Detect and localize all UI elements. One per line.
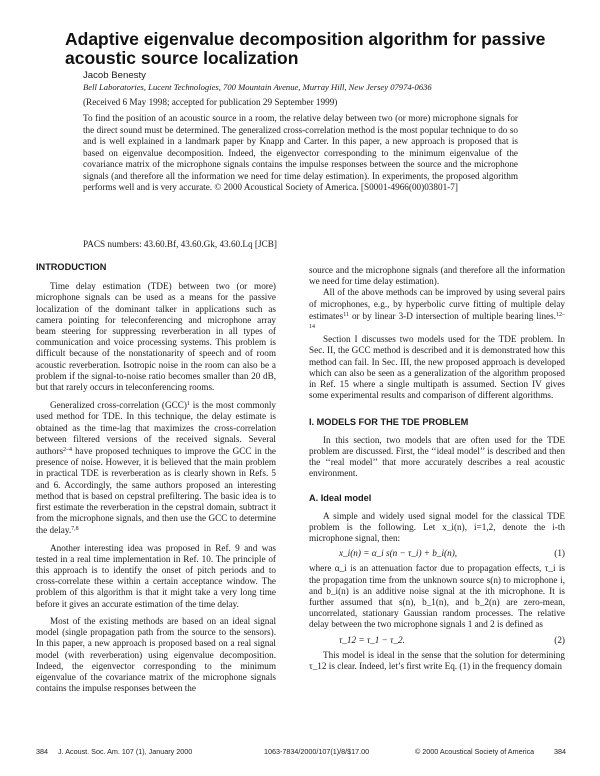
abstract-text: To find the position of an acoustic source in a room, the relative delay between two (or more) microphone signals for the direct sound must be determined. The generalized cross-correlation method is the most popular technique to do so and is well explained in a landmark paper by Knapp and Carter. In this paper, a new approach is proposed that is based on eigenvalue decomposition. Indeed, the eigenvector corresponding to the minimum eigenvalue of the covariance matrix of the microphone signals contains the impulse responses between the source and the microphone signals (and therefore all the information we need for time delay estimation). In experiments, the proposed algorithm performs well and is very accurate.: [83, 113, 518, 192]
intro-paragraph-1: Time delay estimation (TDE) between two (or more) microphone signals can be used as a means for the passive localization of the dominant talker in applications such as camera pointing for teleconferencing and microphone array beam steering for suppressing reverberation in all types of communication and voice processing systems. This problem is difficult because of the nonstationarity of speech and of room acoustic reverberation. Isotropic noise in the room can also be a problem if the signal-to-noise ratio becomes smaller than 20 dB, but that rarely occurs in teleconferencing rooms.: [36, 281, 276, 393]
ideal-model-paragraph-3: This model is ideal in the sense that the solution for determining τ_12 is clear. Indeed, let’s first write Eq. (1) in the frequency domain: [309, 649, 565, 672]
intro-paragraph-2: [36, 399, 276, 536]
intro-paragraph-6: Section I discusses two models used for the TDE problem. In Sec. II, the GCC method is described and it is demonstrated how this method can fail. In Sec. III, the new proposed approach is developed which can also be seen as a generalization of the algorithm proposed in Ref. 15 where a single multipath is assumed. Section IV gives some experimental results and comparison of different algorithms.: [309, 334, 565, 401]
equation-2-body: τ_12 = τ_1 − τ_2.: [339, 634, 405, 645]
subsection-heading-ideal-model: A. Ideal model: [309, 493, 372, 504]
equation-2-number: (2): [554, 634, 565, 645]
text-run: have proposed techniques to improve the GCC in the presence of noise. However, it is believed that the main problem in practical TDE is reverberation as is clearly shown in Refs. 5 and 6. Accordingly, the same authors proposed an interesting method that is based on cepstral prefiltering. The basic idea is to first estimate the reverberation in the cepstral domain, subtract it from the microphone signals, and then use the GCC to determine the delay.: [36, 446, 276, 536]
citation-superscript: 7,8: [71, 526, 79, 533]
footer-page-number-left: 384: [36, 747, 48, 756]
left-column: [36, 262, 276, 694]
citation-superscript: 1: [186, 401, 190, 408]
intro-paragraph-4: Most of the existing methods are based on an ideal signal model (single propagation path from the source to the sensors). In this paper, a new approach is proposed based on a real signal model (with reverberation) using eigenvalue decomposition. Indeed, the eigenvector corresponding to the minimum eigenvalue of the covariance matrix of the microphone signals contains the impulse responses between the: [36, 615, 276, 694]
pacs-numbers: PACS numbers: 43.60.Bf, 43.60.Gk, 43.60.Lq [JCB]: [83, 239, 277, 249]
equation-1: [309, 548, 565, 559]
author-name: Jacob Benesty: [83, 70, 146, 81]
ideal-model-paragraph-1: A simple and widely used signal model for the classical TDE problem is the following. Let x_i(n), i=1,2, denote the i-th microphone signal, then:: [309, 510, 565, 544]
intro-paragraph-4-continued: source and the microphone signals (and therefore all the information we need for time delay estimation).: [309, 265, 565, 287]
text-run: is the most commonly used method for TDE. In this technique, the delay estimate is obtained as the time-lag that maximizes the cross-correlation between filtered versions of the received signals. Several authors: [36, 400, 276, 457]
section-heading-models: I. MODELS FOR THE TDE PROBLEM: [309, 417, 469, 428]
intro-paragraph-5: [309, 287, 565, 334]
intro-paragraph-3: Another interesting idea was proposed in Ref. 9 and was tested in a real time implementation in Ref. 10. The principle of this approach is to identify the onset of pitch periods and to cross-correlate these within a certain acceptance window. The problem of this algorithm is that it might take a very long time before it gives an accurate estimation of the time delay.: [36, 542, 276, 609]
text-run: or by linear 3-D intersection of multiple bearing lines.: [348, 310, 556, 321]
citation-superscript: 11: [343, 311, 349, 318]
text-run: Generalized cross-correlation (GCC): [50, 400, 187, 411]
section-heading-introduction: INTRODUCTION: [36, 262, 107, 272]
citation-superscript: 12–14: [309, 311, 565, 331]
text-run: All of the above methods can be improved by using several pairs of microphones, e.g., by hyperbolic curve fitting of multiple delay estimates: [309, 287, 565, 321]
page-footer: [36, 747, 566, 759]
footer-copyright: © 2000 Acoustical Society of America: [415, 747, 535, 756]
abstract: [83, 113, 518, 194]
models-paragraph-1: In this section, two models that are often used for the TDE problem are discussed. First, the ‘‘ideal model’’ is described and then the ‘‘real model’’ that more accurately describes a real acoustic environment.: [309, 434, 565, 479]
footer-page-number-right: 384: [554, 747, 566, 756]
footer-article-code: 1063-7834/2000/107(1)/8/$17.00: [264, 747, 370, 756]
citation-superscript: 2–4: [63, 447, 73, 454]
paper-title: Adaptive eigenvalue decomposition algorithm for passive acoustic source localization: [65, 29, 546, 68]
ideal-model-paragraph-2: where α_i is an attenuation factor due to propagation effects, τ_i is the propagation time from the unknown source s(n) to microphone i, and b_i(n) is an additive noise signal at the ith microphone. It is further assumed that s(n), b_1(n), and b_2(n) are zero-mean, uncorrelated, stationary Gaussian random processes. The relative delay between the two microphone signals 1 and 2 is defined as: [309, 563, 565, 630]
equation-2: [309, 635, 565, 646]
abstract-doi: [S0001-4966(00)03801-7]: [360, 182, 458, 192]
equation-1-body: x_i(n) = α_i s(n − τ_i) + b_i(n),: [339, 548, 458, 559]
right-column: [309, 265, 565, 672]
author-affiliation: Bell Laboratories, Lucent Technologies, 700 Mountain Avenue, Murray Hill, New Jersey 07974-0636: [83, 82, 432, 92]
received-dates: (Received 6 May 1998; accepted for publication 29 September 1999): [83, 97, 338, 107]
abstract-copyright: © 2000 Acoustical Society of America.: [214, 182, 359, 192]
footer-journal-citation: J. Acoust. Soc. Am. 107 (1), January 2000: [58, 747, 193, 756]
equation-1-number: (1): [554, 548, 565, 559]
